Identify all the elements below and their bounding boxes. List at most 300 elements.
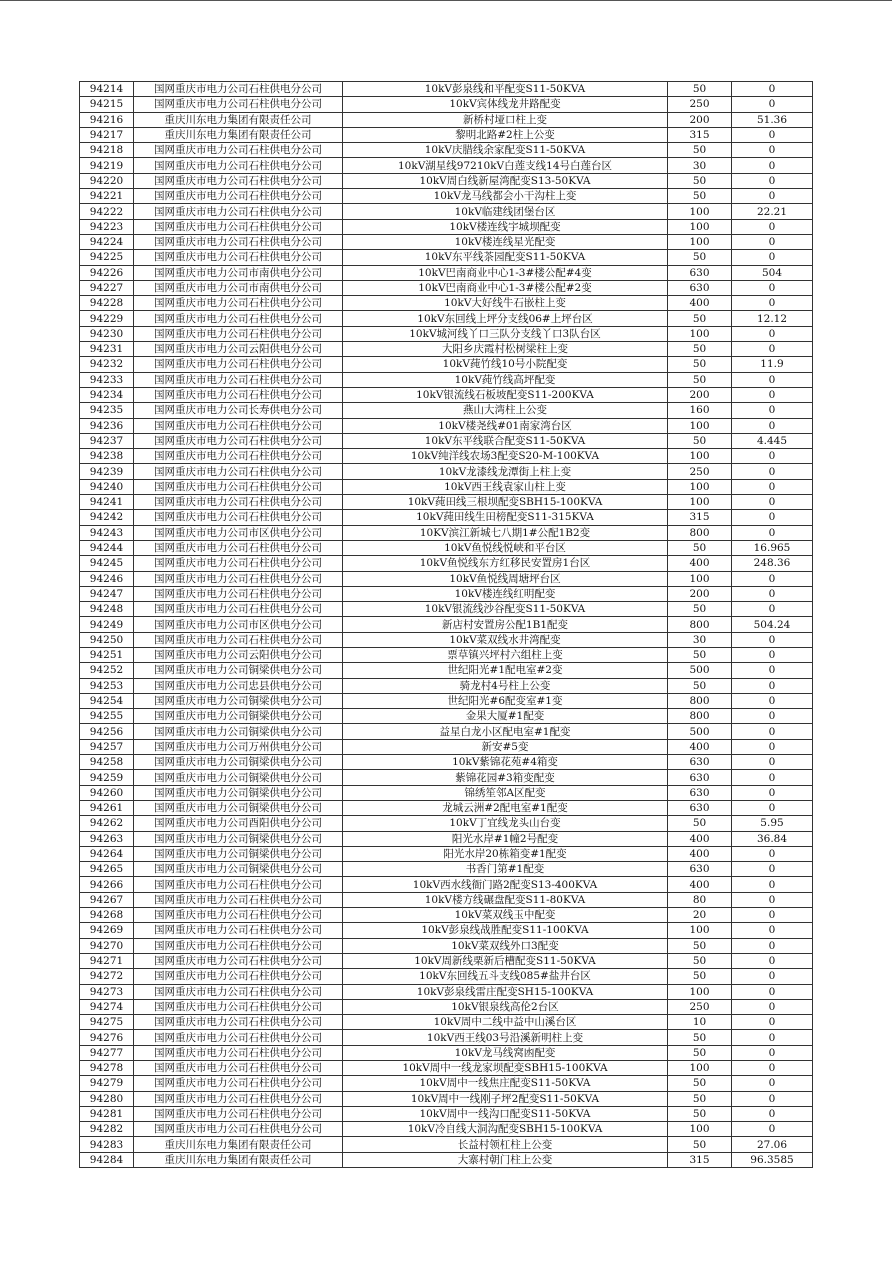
capacity-cell: 315 [668,127,732,142]
table-row [80,1122,813,1137]
transformer-cell: 10kV鱼悦线东方红移民安置房1台区 [343,556,668,571]
table-row [80,739,813,754]
table-row [80,158,813,173]
capacity-cell: 500 [668,663,732,678]
table-row [80,923,813,938]
table-row [80,510,813,525]
row-id-cell: 94231 [80,342,134,357]
table-row [80,265,813,280]
transformer-cell: 阳光水岸20栋箱变#1配变 [343,846,668,861]
table-row [80,1045,813,1060]
table-row [80,372,813,387]
company-cell: 国网重庆市电力公司铜梁供电分公司 [134,709,343,724]
value-cell: 11.9 [732,357,813,372]
capacity-cell: 800 [668,617,732,632]
row-id-cell: 94280 [80,1091,134,1106]
capacity-cell: 50 [668,1045,732,1060]
capacity-cell: 630 [668,755,732,770]
row-id-cell: 94278 [80,1061,134,1076]
value-cell: 0 [732,785,813,800]
row-id-cell: 94236 [80,418,134,433]
value-cell: 0 [732,189,813,204]
transformer-cell: 10kV周中二线中益中山溪台区 [343,1015,668,1030]
company-cell: 国网重庆市电力公司石柱供电分公司 [134,449,343,464]
company-cell: 国网重庆市电力公司石柱供电分公司 [134,1076,343,1091]
value-cell: 0 [732,1045,813,1060]
company-cell: 国网重庆市电力公司石柱供电分公司 [134,82,343,97]
company-cell: 国网重庆市电力公司石柱供电分公司 [134,540,343,555]
value-cell: 0 [732,1061,813,1076]
transformer-cell: 新店村安置房公配1B1配变 [343,617,668,632]
capacity-cell: 50 [668,816,732,831]
capacity-cell: 400 [668,877,732,892]
company-cell: 国网重庆市电力公司长寿供电分公司 [134,403,343,418]
transformer-cell: 10kV临建线团堡台区 [343,204,668,219]
value-cell: 504 [732,265,813,280]
value-cell: 0 [732,280,813,295]
value-cell: 0 [732,234,813,249]
capacity-cell: 250 [668,97,732,112]
row-id-cell: 94222 [80,204,134,219]
table-row [80,234,813,249]
company-cell: 重庆川东电力集团有限责任公司 [134,1137,343,1152]
value-cell: 0 [732,709,813,724]
transformer-cell: 10kV鱼悦线悦峡和平台区 [343,540,668,555]
table-row [80,969,813,984]
company-cell: 国网重庆市电力公司石柱供电分公司 [134,479,343,494]
table-row [80,877,813,892]
page-top-rule [0,0,892,1]
table-row [80,938,813,953]
row-id-cell: 94282 [80,1122,134,1137]
table-row [80,647,813,662]
value-cell: 0 [732,693,813,708]
company-cell: 国网重庆市电力公司石柱供电分公司 [134,464,343,479]
company-cell: 国网重庆市电力公司酉阳供电分公司 [134,816,343,831]
capacity-cell: 50 [668,540,732,555]
company-cell: 国网重庆市电力公司石柱供电分公司 [134,632,343,647]
row-id-cell: 94242 [80,510,134,525]
capacity-cell: 250 [668,464,732,479]
row-id-cell: 94228 [80,296,134,311]
company-cell: 国网重庆市电力公司铜梁供电分公司 [134,831,343,846]
row-id-cell: 94240 [80,479,134,494]
transformer-cell: 大阳乡庆霞村松树梁柱上变 [343,342,668,357]
company-cell: 国网重庆市电力公司市南供电分公司 [134,280,343,295]
row-id-cell: 94252 [80,663,134,678]
company-cell: 国网重庆市电力公司铜梁供电分公司 [134,785,343,800]
capacity-cell: 200 [668,586,732,601]
table-row [80,999,813,1014]
table-row [80,387,813,402]
row-id-cell: 94260 [80,785,134,800]
table-row [80,127,813,142]
table-row [80,785,813,800]
capacity-cell: 50 [668,189,732,204]
company-cell: 国网重庆市电力公司石柱供电分公司 [134,97,343,112]
table-row [80,525,813,540]
company-cell: 国网重庆市电力公司云阳供电分公司 [134,342,343,357]
value-cell: 0 [732,770,813,785]
table-row [80,326,813,341]
capacity-cell: 50 [668,250,732,265]
table-row [80,953,813,968]
table-row [80,403,813,418]
transformer-cell: 10kV周白线新屋湾配变S13-50KVA [343,173,668,188]
capacity-cell: 250 [668,999,732,1014]
company-cell: 国网重庆市电力公司石柱供电分公司 [134,1091,343,1106]
transformer-cell: 10kV周中一线龙家坝配变SBH15-100KVA [343,1061,668,1076]
company-cell: 国网重庆市电力公司石柱供电分公司 [134,877,343,892]
row-id-cell: 94275 [80,1015,134,1030]
row-id-cell: 94256 [80,724,134,739]
capacity-cell: 800 [668,693,732,708]
table-body [80,82,813,1168]
transformer-cell: 世纪阳光#6配变室#1变 [343,693,668,708]
row-id-cell: 94271 [80,953,134,968]
transformer-cell: 10kV楼连线星光配变 [343,234,668,249]
transformer-cell: 10kV菜双线玉中配变 [343,908,668,923]
company-cell: 国网重庆市电力公司石柱供电分公司 [134,357,343,372]
table-row [80,479,813,494]
company-cell: 国网重庆市电力公司石柱供电分公司 [134,173,343,188]
company-cell: 重庆川东电力集团有限责任公司 [134,127,343,142]
transformer-cell: 10kV东平线联合配变S11-50KVA [343,433,668,448]
table-row [80,602,813,617]
company-cell: 国网重庆市电力公司石柱供电分公司 [134,326,343,341]
company-cell: 国网重庆市电力公司石柱供电分公司 [134,938,343,953]
transformer-cell: 10kV菜双线水井湾配变 [343,632,668,647]
capacity-cell: 500 [668,724,732,739]
value-cell: 0 [732,219,813,234]
value-cell: 0 [732,739,813,754]
capacity-cell: 50 [668,1076,732,1091]
value-cell: 0 [732,571,813,586]
company-cell: 国网重庆市电力公司铜梁供电分公司 [134,846,343,861]
company-cell: 国网重庆市电力公司云阳供电分公司 [134,647,343,662]
value-cell: 0 [732,969,813,984]
value-cell: 0 [732,158,813,173]
table-row [80,418,813,433]
row-id-cell: 94220 [80,173,134,188]
row-id-cell: 94215 [80,97,134,112]
transformer-cell: 益星白龙小区配电室#1配变 [343,724,668,739]
transformer-cell: 紫锦花园#3箱变配变 [343,770,668,785]
value-cell: 0 [732,1015,813,1030]
company-cell: 国网重庆市电力公司铜梁供电分公司 [134,755,343,770]
value-cell: 0 [732,342,813,357]
capacity-cell: 50 [668,357,732,372]
transformer-cell: 10kV楼方线碾盘配变S11-80KVA [343,892,668,907]
table-row [80,540,813,555]
capacity-cell: 400 [668,846,732,861]
transformer-cell: 新安#5变 [343,739,668,754]
row-id-cell: 94253 [80,678,134,693]
transformer-cell: 骑龙村4号柱上公变 [343,678,668,693]
table-row [80,433,813,448]
transformer-cell: 大寨村朝门柱上公变 [343,1152,668,1167]
value-cell: 12.12 [732,311,813,326]
transformer-cell: 10kV西王线03号沿溪新明柱上变 [343,1030,668,1045]
value-cell: 0 [732,724,813,739]
company-cell: 国网重庆市电力公司石柱供电分公司 [134,571,343,586]
capacity-cell: 50 [668,1091,732,1106]
row-id-cell: 94277 [80,1045,134,1060]
row-id-cell: 94248 [80,602,134,617]
table-row [80,495,813,510]
row-id-cell: 94241 [80,495,134,510]
capacity-cell: 100 [668,234,732,249]
capacity-cell: 400 [668,556,732,571]
value-cell: 0 [732,647,813,662]
capacity-cell: 800 [668,525,732,540]
value-cell: 0 [732,418,813,433]
transformer-cell: 10kV纯洋线农场3配变S20-M-100KVA [343,449,668,464]
row-id-cell: 94262 [80,816,134,831]
transformer-cell: 10kV丁宜线龙头山台变 [343,816,668,831]
company-cell: 国网重庆市电力公司石柱供电分公司 [134,158,343,173]
row-id-cell: 94254 [80,693,134,708]
transformer-cell: 10kV楼尧线#01南家湾台区 [343,418,668,433]
table-row [80,1015,813,1030]
company-cell: 国网重庆市电力公司石柱供电分公司 [134,1061,343,1076]
value-cell: 0 [732,678,813,693]
capacity-cell: 50 [668,433,732,448]
row-id-cell: 94257 [80,739,134,754]
row-id-cell: 94214 [80,82,134,97]
capacity-cell: 100 [668,204,732,219]
transformer-cell: 10kV周中一线刚子坪2配变S11-50KVA [343,1091,668,1106]
value-cell: 0 [732,464,813,479]
row-id-cell: 94279 [80,1076,134,1091]
transformer-cell: 长益村领杠柱上公变 [343,1137,668,1152]
value-cell: 51.36 [732,112,813,127]
table-row [80,1076,813,1091]
capacity-cell: 800 [668,709,732,724]
row-id-cell: 94218 [80,143,134,158]
company-cell: 国网重庆市电力公司石柱供电分公司 [134,250,343,265]
transformer-cell: 10kV鱼悦线周塘坪台区 [343,571,668,586]
capacity-cell: 20 [668,908,732,923]
table-row [80,204,813,219]
row-id-cell: 94281 [80,1106,134,1121]
transformer-cell: 10kV宾体线龙井路配变 [343,97,668,112]
table-row [80,632,813,647]
company-cell: 国网重庆市电力公司铜梁供电分公司 [134,800,343,815]
value-cell: 0 [732,372,813,387]
company-cell: 国网重庆市电力公司石柱供电分公司 [134,892,343,907]
table-row [80,357,813,372]
company-cell: 国网重庆市电力公司石柱供电分公司 [134,953,343,968]
row-id-cell: 94244 [80,540,134,555]
table-row [80,143,813,158]
row-id-cell: 94258 [80,755,134,770]
row-id-cell: 94243 [80,525,134,540]
company-cell: 国网重庆市电力公司石柱供电分公司 [134,204,343,219]
capacity-cell: 100 [668,326,732,341]
value-cell: 248.36 [732,556,813,571]
table-row [80,709,813,724]
row-id-cell: 94265 [80,862,134,877]
company-cell: 国网重庆市电力公司市区供电分公司 [134,525,343,540]
table-row [80,571,813,586]
value-cell: 0 [732,143,813,158]
capacity-cell: 400 [668,739,732,754]
row-id-cell: 94251 [80,647,134,662]
transformer-cell: 10kV彭泉线和平配变S11-50KVA [343,82,668,97]
company-cell: 国网重庆市电力公司石柱供电分公司 [134,495,343,510]
capacity-cell: 50 [668,143,732,158]
value-cell: 504.24 [732,617,813,632]
value-cell: 4.445 [732,433,813,448]
table-row [80,97,813,112]
capacity-cell: 50 [668,1030,732,1045]
row-id-cell: 94255 [80,709,134,724]
capacity-cell: 100 [668,923,732,938]
company-cell: 国网重庆市电力公司忠县供电分公司 [134,678,343,693]
transformer-cell: 10kV西水线衙门路2配变S13-400KVA [343,877,668,892]
value-cell: 0 [732,586,813,601]
row-id-cell: 94284 [80,1152,134,1167]
value-cell: 16.965 [732,540,813,555]
row-id-cell: 94225 [80,250,134,265]
transformer-cell: 10kV楼连线红明配变 [343,586,668,601]
capacity-cell: 50 [668,372,732,387]
value-cell: 5.95 [732,816,813,831]
transformer-cell: 10kV莼田线生田榜配变S11-315KVA [343,510,668,525]
value-cell: 0 [732,250,813,265]
value-cell: 0 [732,908,813,923]
table-row [80,173,813,188]
company-cell: 国网重庆市电力公司石柱供电分公司 [134,1122,343,1137]
table-row [80,342,813,357]
capacity-cell: 315 [668,1152,732,1167]
value-cell: 0 [732,296,813,311]
data-table [79,81,813,1168]
transformer-cell: 10kV龙马线窝凼配变 [343,1045,668,1060]
table-row [80,586,813,601]
transformer-cell: 10kV城河线丫口三队分支线丫口3队台区 [343,326,668,341]
table-row [80,693,813,708]
row-id-cell: 94268 [80,908,134,923]
value-cell: 0 [732,800,813,815]
table-row [80,250,813,265]
value-cell: 0 [732,495,813,510]
capacity-cell: 200 [668,112,732,127]
capacity-cell: 10 [668,1015,732,1030]
transformer-cell: 10kV龙漆线龙潭街上柱上变 [343,464,668,479]
company-cell: 国网重庆市电力公司万州供电分公司 [134,739,343,754]
transformer-cell: 10kV冷自线大洞沟配变SBH15-100KVA [343,1122,668,1137]
company-cell: 国网重庆市电力公司石柱供电分公司 [134,602,343,617]
company-cell: 国网重庆市电力公司石柱供电分公司 [134,143,343,158]
value-cell: 36.84 [732,831,813,846]
company-cell: 国网重庆市电力公司石柱供电分公司 [134,510,343,525]
value-cell: 0 [732,663,813,678]
company-cell: 国网重庆市电力公司石柱供电分公司 [134,999,343,1014]
transformer-cell: 10kV东回线上坪分支线06#上坪台区 [343,311,668,326]
table-row [80,908,813,923]
transformer-cell: 10kV湖星线97210kV白莲支线14号白莲台区 [343,158,668,173]
capacity-cell: 100 [668,219,732,234]
value-cell: 0 [732,632,813,647]
capacity-cell: 50 [668,342,732,357]
table-row [80,816,813,831]
value-cell: 0 [732,403,813,418]
transformer-cell: 10kV菜双线外口3配变 [343,938,668,953]
capacity-cell: 50 [668,1137,732,1152]
value-cell: 0 [732,1076,813,1091]
value-cell: 0 [732,892,813,907]
transformer-cell: 10kV银流线沙谷配变S11-50KVA [343,602,668,617]
table-row [80,1030,813,1045]
company-cell: 重庆川东电力集团有限责任公司 [134,112,343,127]
company-cell: 国网重庆市电力公司石柱供电分公司 [134,969,343,984]
row-id-cell: 94274 [80,999,134,1014]
value-cell: 0 [732,479,813,494]
company-cell: 国网重庆市电力公司铜梁供电分公司 [134,724,343,739]
company-cell: 国网重庆市电力公司石柱供电分公司 [134,1015,343,1030]
company-cell: 国网重庆市电力公司石柱供电分公司 [134,908,343,923]
row-id-cell: 94245 [80,556,134,571]
transformer-cell: 10kV银泉线高伦2台区 [343,999,668,1014]
transformer-cell: 锦绣笙邻A区配变 [343,785,668,800]
table-row [80,311,813,326]
capacity-cell: 630 [668,265,732,280]
transformer-cell: 金果大厦#1配变 [343,709,668,724]
table-row [80,678,813,693]
table-row [80,464,813,479]
transformer-cell: 龙城云洲#2配电室#1配变 [343,800,668,815]
capacity-cell: 50 [668,969,732,984]
company-cell: 国网重庆市电力公司市南供电分公司 [134,265,343,280]
value-cell: 0 [732,938,813,953]
capacity-cell: 100 [668,571,732,586]
row-id-cell: 94276 [80,1030,134,1045]
value-cell: 0 [732,173,813,188]
company-cell: 国网重庆市电力公司铜梁供电分公司 [134,693,343,708]
value-cell: 0 [732,923,813,938]
company-cell: 国网重庆市电力公司石柱供电分公司 [134,189,343,204]
row-id-cell: 94226 [80,265,134,280]
value-cell: 0 [732,846,813,861]
capacity-cell: 30 [668,158,732,173]
capacity-cell: 50 [668,82,732,97]
company-cell: 国网重庆市电力公司石柱供电分公司 [134,556,343,571]
table-row [80,1137,813,1152]
company-cell: 国网重庆市电力公司市区供电分公司 [134,617,343,632]
row-id-cell: 94227 [80,280,134,295]
capacity-cell: 100 [668,1122,732,1137]
row-id-cell: 94221 [80,189,134,204]
row-id-cell: 94234 [80,387,134,402]
capacity-cell: 200 [668,387,732,402]
transformer-cell: 阳光水岸#1幢2号配变 [343,831,668,846]
table-row [80,892,813,907]
capacity-cell: 100 [668,495,732,510]
row-id-cell: 94238 [80,449,134,464]
company-cell: 国网重庆市电力公司石柱供电分公司 [134,372,343,387]
transformer-cell: 10kV莼竹线高坪配变 [343,372,668,387]
company-cell: 国网重庆市电力公司石柱供电分公司 [134,433,343,448]
value-cell: 0 [732,387,813,402]
table-row [80,449,813,464]
value-cell: 0 [732,877,813,892]
capacity-cell: 630 [668,800,732,815]
row-id-cell: 94266 [80,877,134,892]
table-row [80,1061,813,1076]
value-cell: 0 [732,510,813,525]
